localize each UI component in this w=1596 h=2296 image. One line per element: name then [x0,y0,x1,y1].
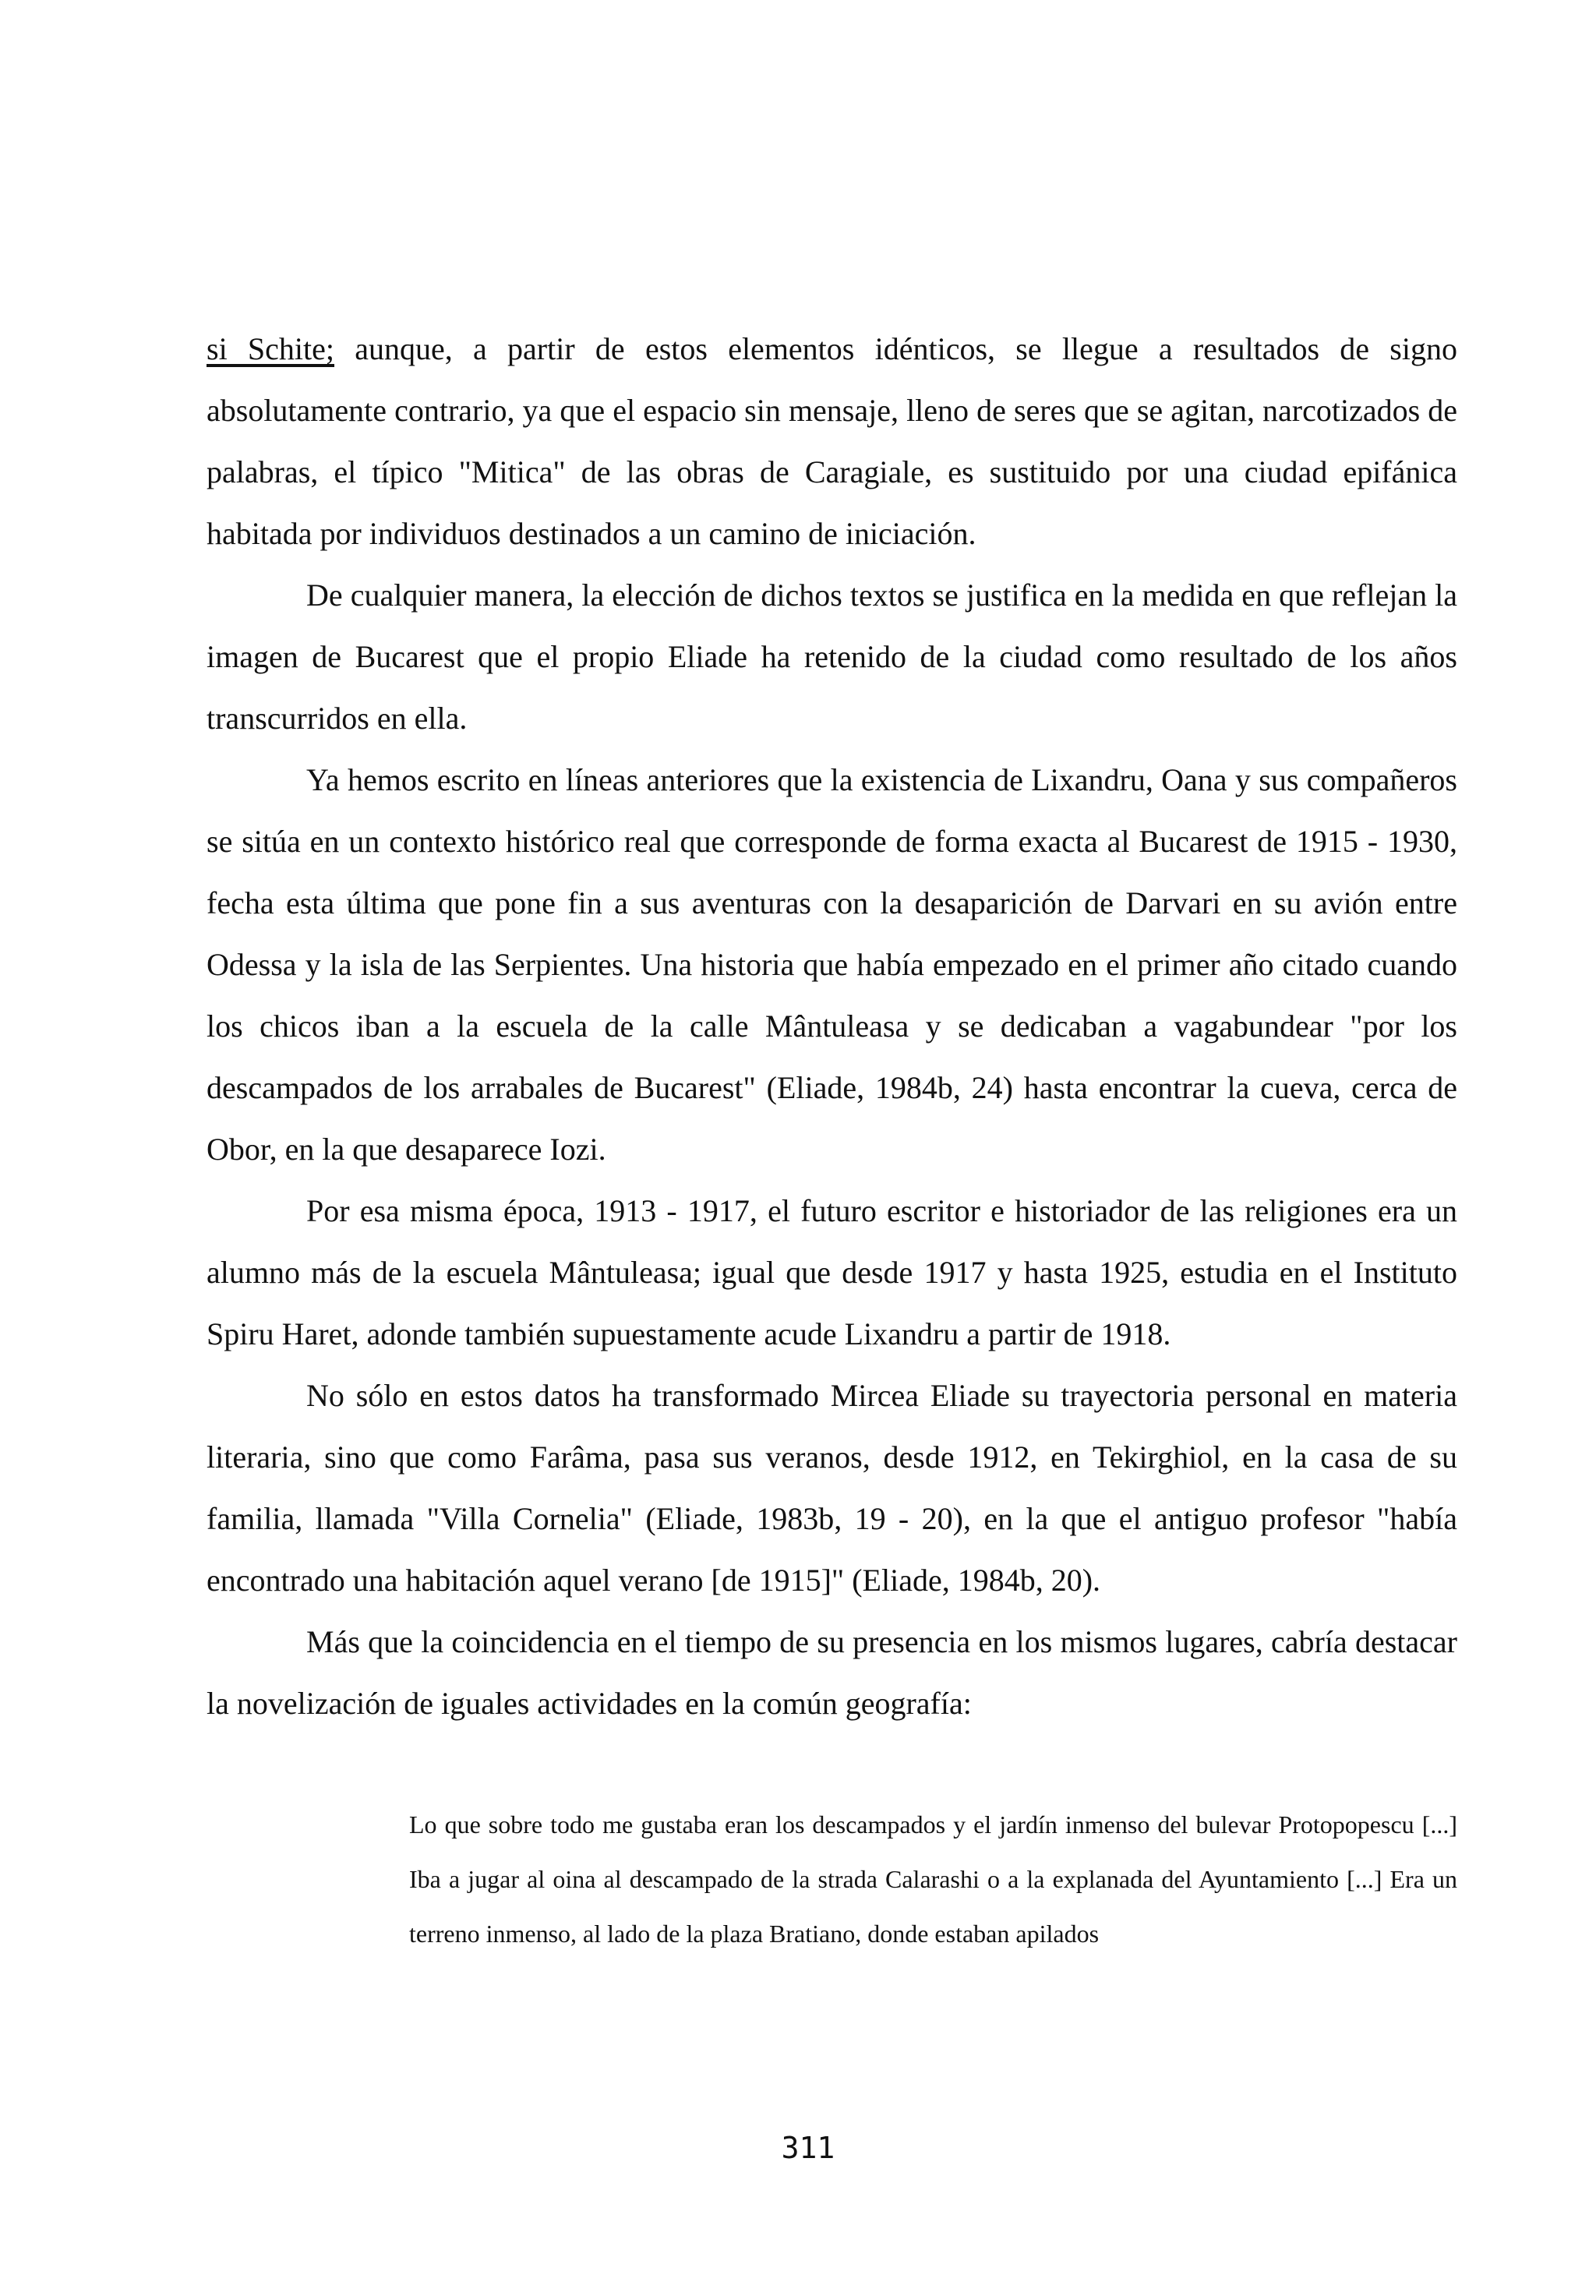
document-body [207,318,1457,1961]
paragraph-6: Más que la coincidencia en el tiempo de su presencia en los mismos lugares, cabría destacar la novelización de iguales actividades en la común geografía: [207,1624,1457,1721]
paragraph-1-text: aunque, a partir de estos elementos idénticos, se llegue a resultados de signo absolutamente contrario, ya que el espacio sin mensaje, lleno de seres que se agitan, narcotizados de palabras, el típico "Mitica" de las obras de Caragiale, es sustituido por una ciudad epifánica habitada por individuos destinados a un camino de iniciación. [207,331,1457,551]
paragraph-2: De cualquier manera, la elección de dichos textos se justifica en la medida en que reflejan la imagen de Bucarest que el propio Eliade ha retenido de la ciudad como resultado de los años transcurridos en ella. [207,578,1457,736]
paragraph-5: No sólo en estos datos ha transformado Mircea Eliade su trayectoria personal en materia literaria, sino que como Farâma, pasa sus veranos, desde 1912, en Tekirghiol, en la casa de su familia, llamada "Villa Cornelia" (Eliade, 1983b, 19 - 20), en la que el antiguo profesor "había encontrado una habitación aquel verano [de 1915]" (Eliade, 1984b, 20). [207,1378,1457,1598]
block-quote: Lo que sobre todo me gustaba eran los descampados y el jardín inmenso del bulevar Protopopescu [...] Iba a jugar al oina al descampado de la strada Calarashi o a la explanada del Ayuntamiento [...] Era un terreno inmenso, al lado de la plaza Bratiano, donde estaban apilados [409,1810,1457,1948]
paragraph-3: Ya hemos escrito en líneas anteriores que la existencia de Lixandru, Oana y sus compañeros se sitúa en un contexto histórico real que corresponde de forma exacta al Bucarest de 1915 - 1930, fecha esta última que pone fin a sus aventuras con la desaparición de Darvari en su avión entre Odessa y la isla de las Serpientes. Una historia que había empezado en el primer año citado cuando los chicos iban a la escuela de la calle Mântuleasa y se dedicaban a vagabundear "por los descampados de los arrabales de Bucarest" (Eliade, 1984b, 24) hasta encontrar la cueva, cerca de Obor, en la que desaparece Iozi. [207,762,1457,1167]
page-number: 311 [781,2131,835,2165]
paragraph-4: Por esa misma época, 1913 - 1917, el futuro escritor e historiador de las religiones era un alumno más de la escuela Mântuleasa; igual que desde 1917 y hasta 1925, estudia en el Instituto Spiru Haret, adonde también supuestamente acude Lixandru a partir de 1918. [207,1193,1457,1351]
paragraph-1 [207,318,1457,564]
work-title-reference: si Schite; [207,331,335,366]
